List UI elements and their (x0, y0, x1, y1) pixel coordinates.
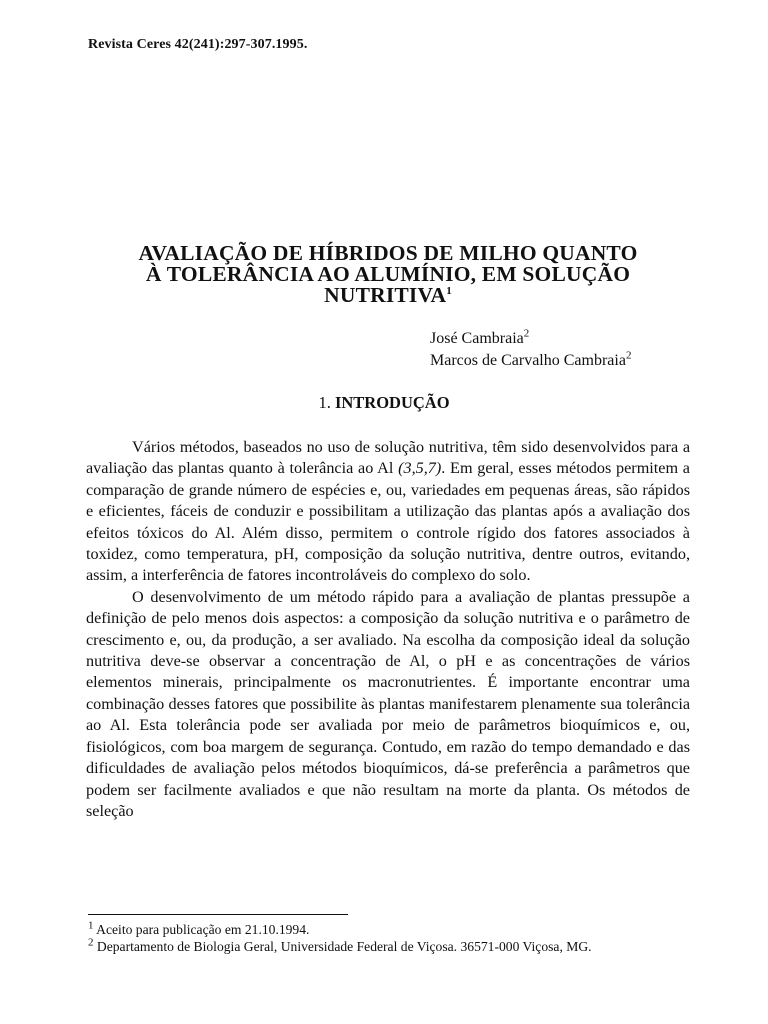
author (430, 328, 631, 350)
paragraph (86, 437, 690, 587)
author-footnote-mark: 2 (625, 349, 632, 362)
author-list (430, 328, 631, 372)
footnote-divider (88, 914, 348, 915)
author (430, 350, 631, 372)
title-line-2: À TOLERÂNCIA AO ALUMÍNIO, EM SOLUÇÃO (145, 262, 631, 286)
paragraph: O desenvolvimento de um método rápido para a avaliação de plantas pressupõe a definição de pelo menos dois aspectos: a composição da solução nutritiva e o parâmetro de crescimento e, ou, da produção, a ser avaliado. Na escolha da composição ideal da solução nutritiva deve-se observar a concentração de Al, o pH e as concentrações de vários elementos minerais, principalmente os macronutrientes. É importante encontrar uma combinação desses fatores que possibilite às plantas manifestarem plenamente sua tolerância ao Al. Esta tolerância pode ser avaliada por meio de parâmetros bioquímicos e, ou, fisiológicos, com boa margem de segurança. Contudo, em razão do tempo demandado e das dificuldades de avaliação pelos métodos bioquímicos, dá-se preferência a parâmetros que podem ser facilmente avaliados e que não resultam na morte da planta. Os métodos de seleção (86, 587, 690, 820)
author-name: Marcos de Carvalho Cambraia (430, 352, 626, 369)
title-footnote-mark: 1 (446, 284, 452, 297)
footnotes (88, 921, 688, 955)
author-footnote-mark: 2 (523, 327, 530, 340)
footnote-mark: 1 (88, 919, 94, 932)
section-title: INTRODUÇÃO (334, 393, 450, 412)
citation-refs: (3,5,7) (398, 459, 442, 478)
paragraph-text: . Em geral, esses métodos permitem a comparação de grande número de espécies e, ou, variedades em pequenas áreas, são rápidos e eficientes, fáceis de conduzir e possibilitam a utilização das plantas após a avaliação dos efeitos tóxicos do Al. Além disso, permitem o controle rígido dos fatores associados à toxidez, como temperatura, pH, composição da solução nutritiva, dentre outros, evitando, assim, a interferência de fatores incontroláveis do complexo do solo. (86, 459, 690, 585)
footnote-text: Departamento de Biologia Geral, Universidade Federal de Viçosa. 36571-000 Viçosa, MG. (96, 939, 592, 954)
title-line-3 (86, 285, 690, 306)
footnote (88, 921, 688, 938)
footnote (88, 938, 688, 955)
section-number: 1. (318, 393, 331, 412)
body-text (86, 437, 690, 822)
journal-citation: Revista Ceres 42(241):297-307.1995. (88, 37, 308, 52)
title-line-1: AVALIAÇÃO DE HÍBRIDOS DE MILHO QUANTO (138, 241, 638, 265)
author-name: José Cambraia (430, 330, 524, 347)
paragraph-text: Vários métodos, baseados no uso de solução nutritiva, têm sido desenvolvidos para a avaliação das plantas quanto à tolerância ao Al (86, 438, 690, 478)
section-heading (0, 393, 768, 413)
footnote-mark: 2 (88, 936, 94, 949)
footnote-text: Aceito para publicação em 21.10.1994. (96, 922, 310, 937)
title-line-3-text: NUTRITIVA (324, 283, 447, 307)
article-title (86, 243, 690, 306)
